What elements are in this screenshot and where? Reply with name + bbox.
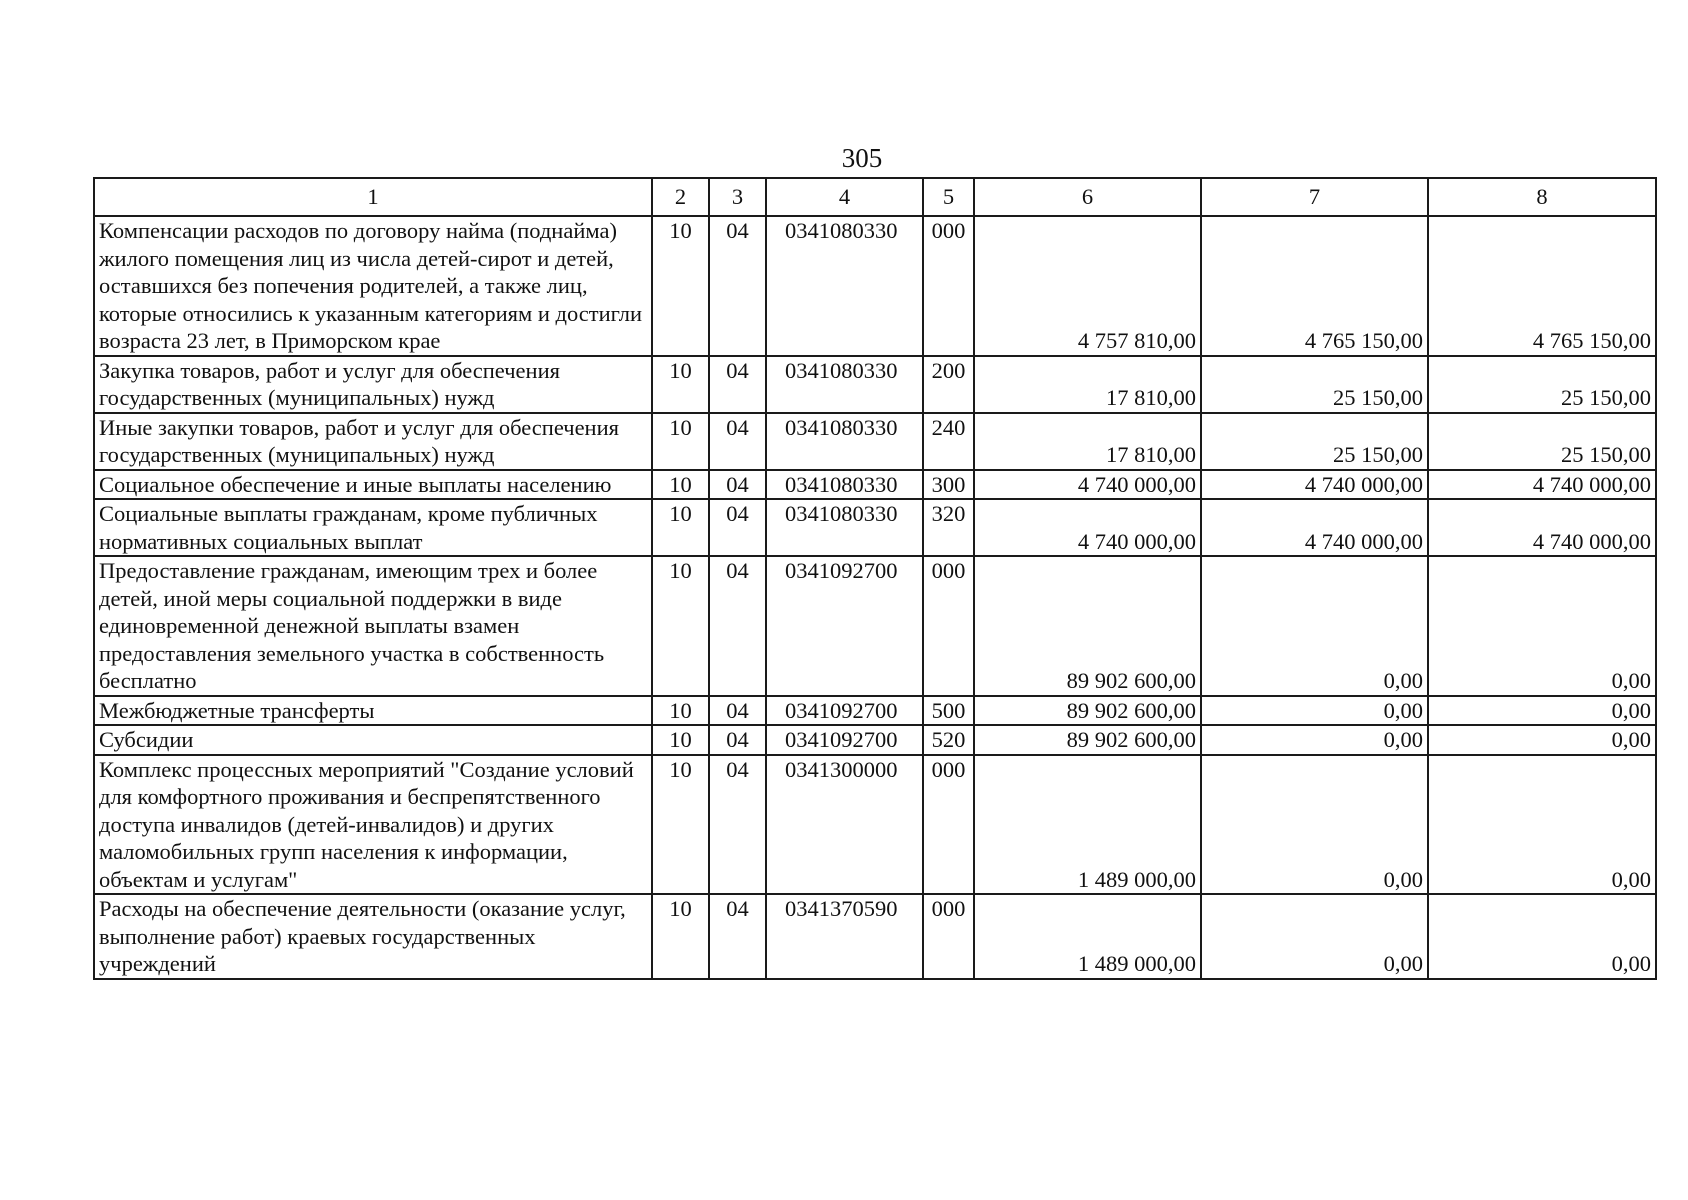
row-amount-col6: 1 489 000,00 bbox=[974, 755, 1201, 895]
row-name: Закупка товаров, работ и услуг для обеспечения государственных (муниципальных) нужд bbox=[94, 356, 652, 413]
budget-table bbox=[93, 177, 1657, 980]
row-section: 10 bbox=[652, 499, 709, 556]
row-subsection: 04 bbox=[709, 894, 766, 979]
row-amount-col8: 4 740 000,00 bbox=[1428, 499, 1656, 556]
row-amount-col7: 0,00 bbox=[1201, 755, 1428, 895]
row-name: Межбюджетные трансферты bbox=[94, 696, 652, 726]
row-amount-col8: 0,00 bbox=[1428, 556, 1656, 696]
row-name: Комплекс процессных мероприятий "Создание условий для комфортного проживания и беспрепятственного доступа инвалидов (детей-инвалидов) и других маломобильных групп населения к информации, объектам и услугам" bbox=[94, 755, 652, 895]
row-target-code: 0341080330 bbox=[766, 216, 923, 356]
row-subsection: 04 bbox=[709, 470, 766, 500]
row-expense-type: 000 bbox=[923, 216, 974, 356]
header-cell-2: 2 bbox=[652, 178, 709, 216]
row-amount-col6: 89 902 600,00 bbox=[974, 556, 1201, 696]
row-target-code: 0341092700 bbox=[766, 725, 923, 755]
row-amount-col7: 25 150,00 bbox=[1201, 356, 1428, 413]
row-amount-col7: 0,00 bbox=[1201, 725, 1428, 755]
row-expense-type: 300 bbox=[923, 470, 974, 500]
row-amount-col6: 1 489 000,00 bbox=[974, 894, 1201, 979]
row-amount-col6: 89 902 600,00 bbox=[974, 725, 1201, 755]
row-expense-type: 500 bbox=[923, 696, 974, 726]
header-cell-3: 3 bbox=[709, 178, 766, 216]
table-row bbox=[94, 470, 1656, 500]
row-subsection: 04 bbox=[709, 725, 766, 755]
row-amount-col6: 17 810,00 bbox=[974, 413, 1201, 470]
row-expense-type: 000 bbox=[923, 894, 974, 979]
row-expense-type: 240 bbox=[923, 413, 974, 470]
row-target-code: 0341080330 bbox=[766, 499, 923, 556]
table-row bbox=[94, 696, 1656, 726]
row-amount-col7: 4 740 000,00 bbox=[1201, 499, 1428, 556]
row-amount-col6: 17 810,00 bbox=[974, 356, 1201, 413]
row-section: 10 bbox=[652, 216, 709, 356]
table-row bbox=[94, 556, 1656, 696]
row-section: 10 bbox=[652, 356, 709, 413]
row-amount-col8: 0,00 bbox=[1428, 894, 1656, 979]
table-row bbox=[94, 356, 1656, 413]
row-name: Субсидии bbox=[94, 725, 652, 755]
row-target-code: 0341080330 bbox=[766, 356, 923, 413]
row-section: 10 bbox=[652, 755, 709, 895]
table-row bbox=[94, 413, 1656, 470]
row-subsection: 04 bbox=[709, 696, 766, 726]
row-target-code: 0341092700 bbox=[766, 556, 923, 696]
row-amount-col8: 0,00 bbox=[1428, 696, 1656, 726]
row-expense-type: 000 bbox=[923, 755, 974, 895]
table-row bbox=[94, 725, 1656, 755]
table-row bbox=[94, 499, 1656, 556]
row-target-code: 0341092700 bbox=[766, 696, 923, 726]
row-amount-col7: 0,00 bbox=[1201, 556, 1428, 696]
row-target-code: 0341300000 bbox=[766, 755, 923, 895]
row-amount-col8: 0,00 bbox=[1428, 755, 1656, 895]
row-section: 10 bbox=[652, 725, 709, 755]
header-cell-7: 7 bbox=[1201, 178, 1428, 216]
row-section: 10 bbox=[652, 696, 709, 726]
row-subsection: 04 bbox=[709, 356, 766, 413]
row-amount-col7: 0,00 bbox=[1201, 894, 1428, 979]
row-amount-col8: 25 150,00 bbox=[1428, 413, 1656, 470]
header-cell-4: 4 bbox=[766, 178, 923, 216]
row-amount-col8: 25 150,00 bbox=[1428, 356, 1656, 413]
row-amount-col6: 4 740 000,00 bbox=[974, 470, 1201, 500]
row-amount-col7: 0,00 bbox=[1201, 696, 1428, 726]
row-expense-type: 520 bbox=[923, 725, 974, 755]
row-section: 10 bbox=[652, 894, 709, 979]
row-name: Компенсации расходов по договору найма (поднайма) жилого помещения лиц из числа детей-сирот и детей, оставшихся без попечения родителей, а также лиц, которые относились к указанным категориям и достигли возраста 23 лет, в Приморском крае bbox=[94, 216, 652, 356]
row-amount-col8: 4 740 000,00 bbox=[1428, 470, 1656, 500]
page-number: 305 bbox=[841, 143, 883, 173]
row-amount-col7: 4 740 000,00 bbox=[1201, 470, 1428, 500]
row-name: Иные закупки товаров, работ и услуг для обеспечения государственных (муниципальных) нужд bbox=[94, 413, 652, 470]
row-amount-col6: 4 740 000,00 bbox=[974, 499, 1201, 556]
header-cell-1: 1 bbox=[94, 178, 652, 216]
table-row bbox=[94, 755, 1656, 895]
row-subsection: 04 bbox=[709, 499, 766, 556]
header-cell-8: 8 bbox=[1428, 178, 1656, 216]
row-target-code: 0341080330 bbox=[766, 470, 923, 500]
table-row bbox=[94, 216, 1656, 356]
row-section: 10 bbox=[652, 470, 709, 500]
row-section: 10 bbox=[652, 556, 709, 696]
row-name: Социальное обеспечение и иные выплаты населению bbox=[94, 470, 652, 500]
row-expense-type: 200 bbox=[923, 356, 974, 413]
row-target-code: 0341370590 bbox=[766, 894, 923, 979]
row-subsection: 04 bbox=[709, 413, 766, 470]
row-subsection: 04 bbox=[709, 216, 766, 356]
row-amount-col6: 89 902 600,00 bbox=[974, 696, 1201, 726]
row-name: Социальные выплаты гражданам, кроме публичных нормативных социальных выплат bbox=[94, 499, 652, 556]
row-subsection: 04 bbox=[709, 556, 766, 696]
row-amount-col8: 0,00 bbox=[1428, 725, 1656, 755]
row-amount-col7: 4 765 150,00 bbox=[1201, 216, 1428, 356]
row-amount-col7: 25 150,00 bbox=[1201, 413, 1428, 470]
row-expense-type: 000 bbox=[923, 556, 974, 696]
table-row bbox=[94, 894, 1656, 979]
row-target-code: 0341080330 bbox=[766, 413, 923, 470]
row-section: 10 bbox=[652, 413, 709, 470]
header-cell-6: 6 bbox=[974, 178, 1201, 216]
row-amount-col8: 4 765 150,00 bbox=[1428, 216, 1656, 356]
row-subsection: 04 bbox=[709, 755, 766, 895]
row-expense-type: 320 bbox=[923, 499, 974, 556]
header-row bbox=[94, 178, 1656, 216]
row-name: Расходы на обеспечение деятельности (оказание услуг, выполнение работ) краевых государственных учреждений bbox=[94, 894, 652, 979]
header-cell-5: 5 bbox=[923, 178, 974, 216]
row-amount-col6: 4 757 810,00 bbox=[974, 216, 1201, 356]
row-name: Предоставление гражданам, имеющим трех и более детей, иной меры социальной поддержки в виде единовременной денежной выплаты взамен предоставления земельного участка в собственность бесплатно bbox=[94, 556, 652, 696]
